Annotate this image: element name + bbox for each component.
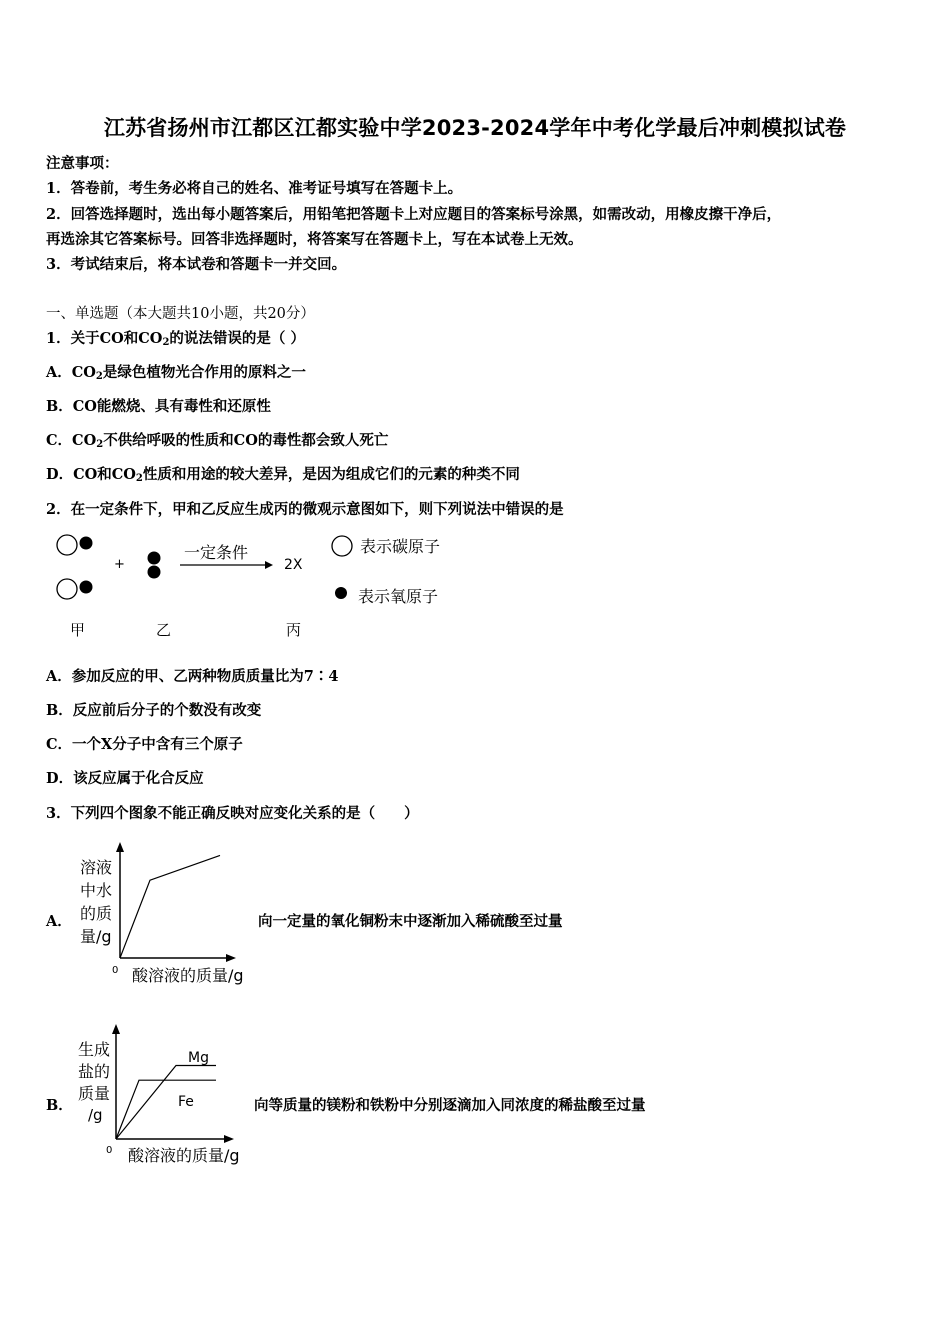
o2-molecule [148,552,161,579]
oxygen-atom-icon [335,587,347,599]
notice-heading: 注意事项： [46,155,119,172]
chart-a-y-arrow-icon [116,842,124,852]
label-bing: 丙 [286,621,302,639]
chart-a-ylabel-line: 溶液 [80,858,113,877]
carbon-atom-icon [332,536,352,556]
chart-a [70,840,260,990]
chart-b-legend-mg: Mg [188,1050,209,1066]
chart-b-ylabel-line: 生成 [78,1040,111,1059]
chart-b-origin: 0 [106,1145,113,1156]
label-yi: 乙 [156,621,172,639]
chart-b-y-arrow-icon [112,1024,120,1034]
co-molecule-bottom [57,579,93,599]
chart-b-ylabel-line: /g [88,1106,103,1124]
q1-option-d: D．CO和$CO_2$性质和用途的较大差异，是因为组成它们的元素的种类不同 [46,466,520,484]
chart-b-series-fe [116,1080,216,1139]
notice-item-1: 1．答卷前，考生务必将自己的姓名、准考证号填写在答题卡上。 [46,180,463,197]
chart-a-ylabel-line: 的质 [80,904,113,923]
chart-a-ylabel-line: 中水 [80,881,113,900]
q3-option-b-label: B． [46,1097,73,1114]
product-label: 2X [284,557,303,573]
notice-item-3: 3．考试结束后，将本试卷和答题卡一并交回。 [46,256,347,273]
chart-a-x-arrow-icon [226,954,236,962]
chart-a-series-line [120,855,220,958]
legend-oxygen: 表示氧原子 [358,587,439,606]
reaction-condition: 一定条件 [184,543,249,562]
chart-a-origin: 0 [112,965,119,976]
notice-item-2: 2．回答选择题时，选出每小题答案后，用铅笔把答题卡上对应题目的答案标号涂黑，如需改动，用橡皮擦干净后， [46,206,782,223]
q2-option-d: D．该反应属于化合反应 [46,770,204,787]
chart-b-xlabel: 酸溶液的质量/g [128,1146,240,1165]
legend-carbon: 表示碳原子 [360,537,441,556]
q1-stem: 1．关于CO和$CO_2$的说法错误的是（ ） [46,330,305,348]
q3-stem: 3．下列四个图象不能正确反映对应变化关系的是（ ） [46,805,419,822]
q2-option-a: A．参加反应的甲、乙两种物质质量比为7∶4 [46,668,339,685]
chart-a-ylabel [80,858,112,946]
chart-b [70,1020,260,1170]
q2-option-b: B．反应前后分子的个数没有改变 [46,702,262,719]
chart-a-xlabel: 酸溶液的质量/g [132,966,244,985]
co-molecule-top [57,535,93,555]
notice-item-2-cont: 再选涂其它答案标号。回答非选择题时，将答案写在答题卡上，写在本试卷上无效。 [46,231,583,248]
chart-b-ylabel-line: 质量 [78,1084,111,1103]
chart-b-x-arrow-icon [224,1135,234,1143]
arrow-head-icon [265,561,273,569]
chart-b-ylabel [78,1040,110,1124]
q2-stem: 2．在一定条件下，甲和乙反应生成丙的微观示意图如下，则下列说法中错误的是 [46,501,564,518]
plus-sign: + [114,557,125,572]
section-heading: 一、单选题（本大题共10小题，共20分） [46,306,315,322]
chart-b-ylabel-line: 盐的 [78,1062,111,1081]
q3-option-a-label: A． [46,913,72,930]
reaction-diagram [40,525,480,645]
q1-option-c: C．$CO_2$不供给呼吸的性质和CO的毒性都会致人死亡 [46,432,389,450]
q1-option-b: B．CO能燃烧、具有毒性和还原性 [46,398,271,415]
q2-option-c: C．一个X分子中含有三个原子 [46,736,243,753]
q3-option-b-text: 向等质量的镁粉和铁粉中分别逐滴加入同浓度的稀盐酸至过量 [254,1097,646,1114]
page-title: 江苏省扬州市江都区江都实验中学2023-2024学年中考化学最后冲刺模拟试卷 [103,116,847,140]
chart-a-ylabel-line: 量/g [80,927,112,946]
q3-option-a-text: 向一定量的氧化铜粉末中逐渐加入稀硫酸至过量 [258,913,563,930]
chart-b-legend-fe: Fe [178,1094,194,1110]
q1-option-a: A．$CO_2$是绿色植物光合作用的原料之一 [46,364,306,382]
label-jia: 甲 [70,621,86,639]
